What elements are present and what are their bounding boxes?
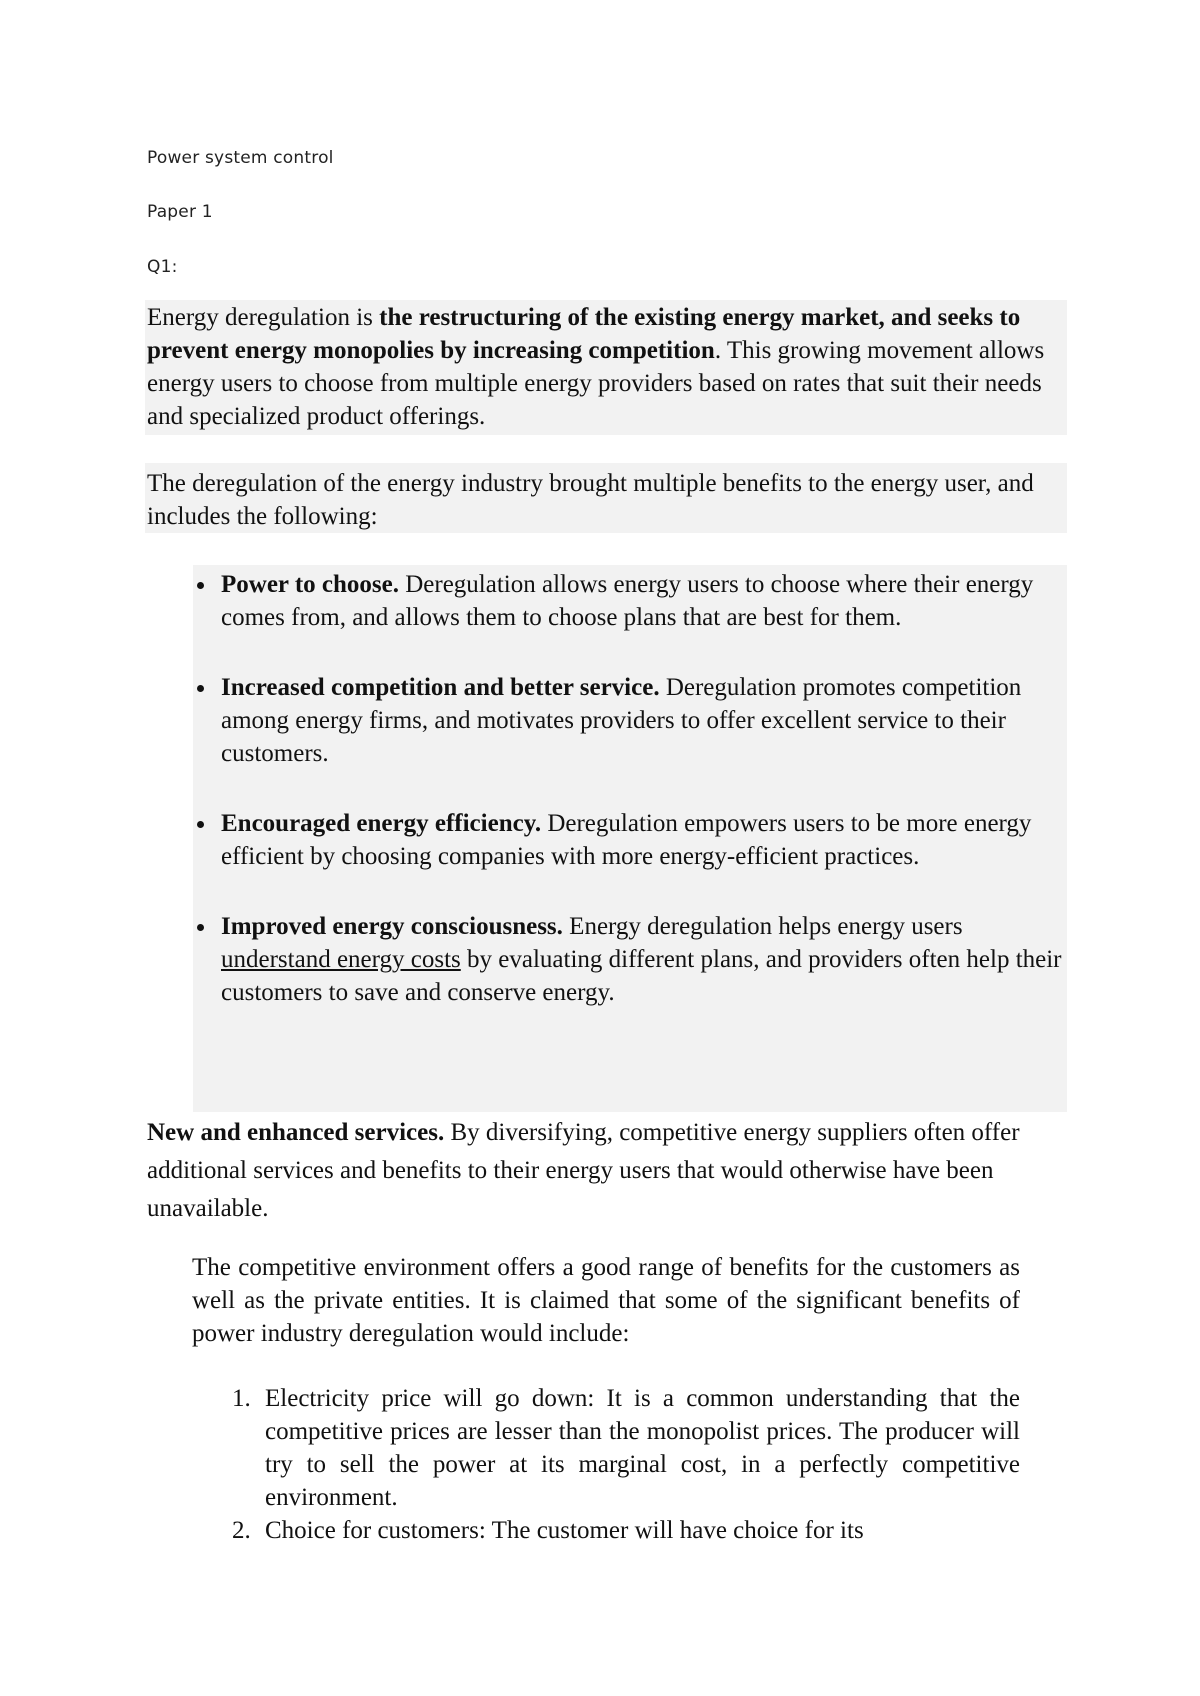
- intro-paragraph: [147, 301, 1067, 433]
- list-item: [195, 807, 1070, 873]
- intro-bold: the restructuring of the existing energy market, and seeks to prevent energy monopolies by increasing competition: [147, 304, 1021, 364]
- bullet-icon: [197, 821, 204, 828]
- list-item: [195, 568, 1070, 634]
- intro-lead: Energy deregulation is: [147, 304, 380, 331]
- list-item: [195, 671, 1070, 770]
- item-text: Electricity price will go down: It is a common understanding that the competitive prices are lesser than the monopolist prices. The producer will try to sell the power at its marginal cost, in a perfectly competitive environment.: [265, 1385, 1020, 1511]
- benefit-title: Power to choose.: [221, 571, 399, 598]
- benefit-text: Deregulation promotes competition among energy firms, and motivates providers to offer excellent service to their customers.: [221, 674, 1022, 767]
- item-number: 1.: [232, 1385, 251, 1412]
- list-item: [195, 910, 1070, 1009]
- new-services-text: By diversifying, competitive energy suppliers often offer additional services and benefits to their energy users that would otherwise have been unavailable.: [147, 1119, 1020, 1222]
- list-item: [192, 1514, 1020, 1547]
- numbered-list: [192, 1382, 1020, 1547]
- intro-rest: . This growing movement allows energy users to choose from multiple energy providers based on rates that suit their needs and specialized product offerings.: [147, 337, 1045, 430]
- understand-energy-costs-link[interactable]: understand energy costs: [221, 946, 461, 973]
- benefit-text: Deregulation allows energy users to choose where their energy comes from, and allows them to choose plans that are best for them.: [221, 571, 1034, 631]
- bullet-icon: [197, 582, 204, 589]
- benefits-list: [195, 568, 1070, 1046]
- question-label: Q1:: [147, 257, 178, 277]
- benefit-title: Increased competition and better service.: [221, 674, 660, 701]
- list-item: [192, 1382, 1020, 1514]
- new-services-title: New and enhanced services.: [147, 1119, 445, 1146]
- item-number: 2.: [232, 1517, 251, 1544]
- paper-label: Paper 1: [147, 202, 213, 222]
- bullet-icon: [197, 924, 204, 931]
- document-title: Power system control: [147, 148, 334, 168]
- item-text: Choice for customers: The customer will have choice for its: [265, 1517, 864, 1544]
- benefit-text: by evaluating different plans, and providers often help their customers to save and conserve energy.: [221, 946, 1062, 1006]
- new-services-paragraph: [147, 1114, 1067, 1228]
- benefit-title: Encouraged energy efficiency.: [221, 810, 542, 837]
- benefits-intro: The deregulation of the energy industry brought multiple benefits to the energy user, and includes the following:: [147, 470, 1034, 530]
- benefit-text: Deregulation empowers users to be more energy efficient by choosing companies with more energy-efficient practices.: [221, 810, 1032, 870]
- competitive-paragraph: The competitive environment offers a good range of benefits for the customers as well as the private entities. It is claimed that some of the significant benefits of power industry deregulation would include:: [192, 1254, 1020, 1347]
- bullet-icon: [197, 685, 204, 692]
- benefit-text: Energy deregulation helps energy users: [562, 913, 963, 940]
- benefit-title: Improved energy consciousness.: [221, 913, 563, 940]
